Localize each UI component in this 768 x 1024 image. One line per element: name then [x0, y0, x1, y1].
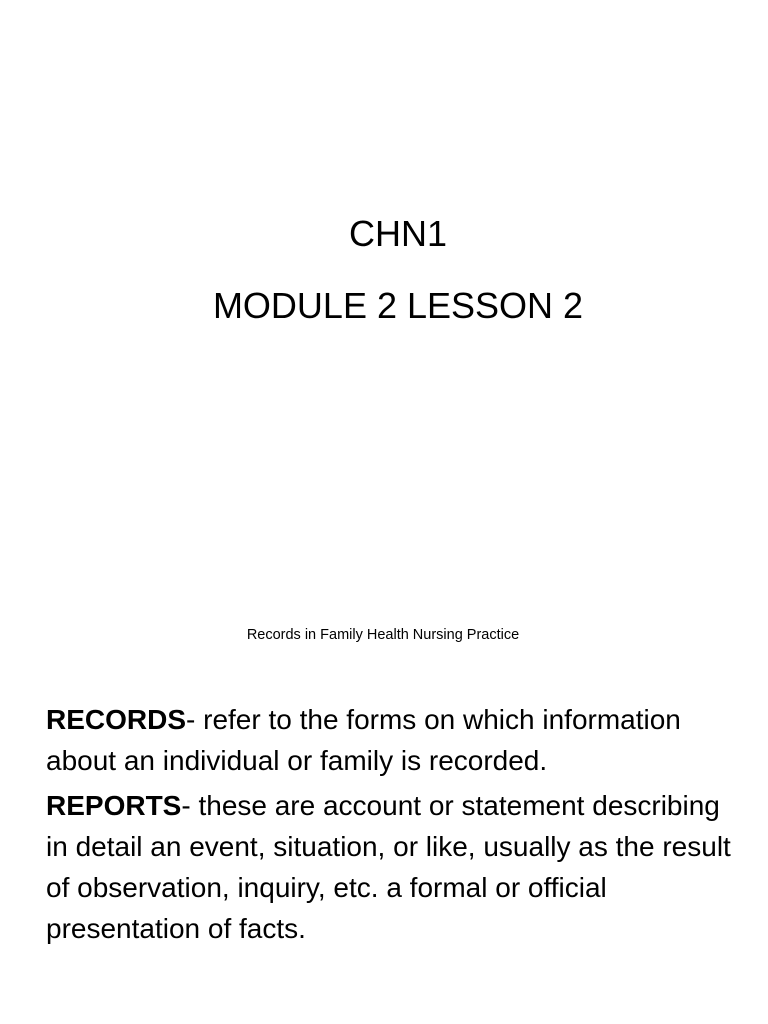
- definition-term: RECORDS: [46, 704, 187, 735]
- definition-records: [46, 699, 746, 781]
- definition-reports: [46, 785, 746, 949]
- definition-term: REPORTS: [46, 790, 182, 821]
- section-subtitle: Records in Family Health Nursing Practice: [246, 627, 520, 643]
- definition-text: - refer to the forms on which information about an individual or family is recorded.: [46, 704, 681, 776]
- course-title: CHN1: [348, 213, 447, 254]
- definitions-list: [46, 699, 746, 949]
- module-title: MODULE 2 LESSON 2: [212, 285, 584, 326]
- definition-text: - these are account or statement describing in detail an event, situation, or like, usually as the result of observation, inquiry, etc. a formal or official presentation of facts.: [46, 790, 731, 944]
- title-block: [0, 213, 768, 326]
